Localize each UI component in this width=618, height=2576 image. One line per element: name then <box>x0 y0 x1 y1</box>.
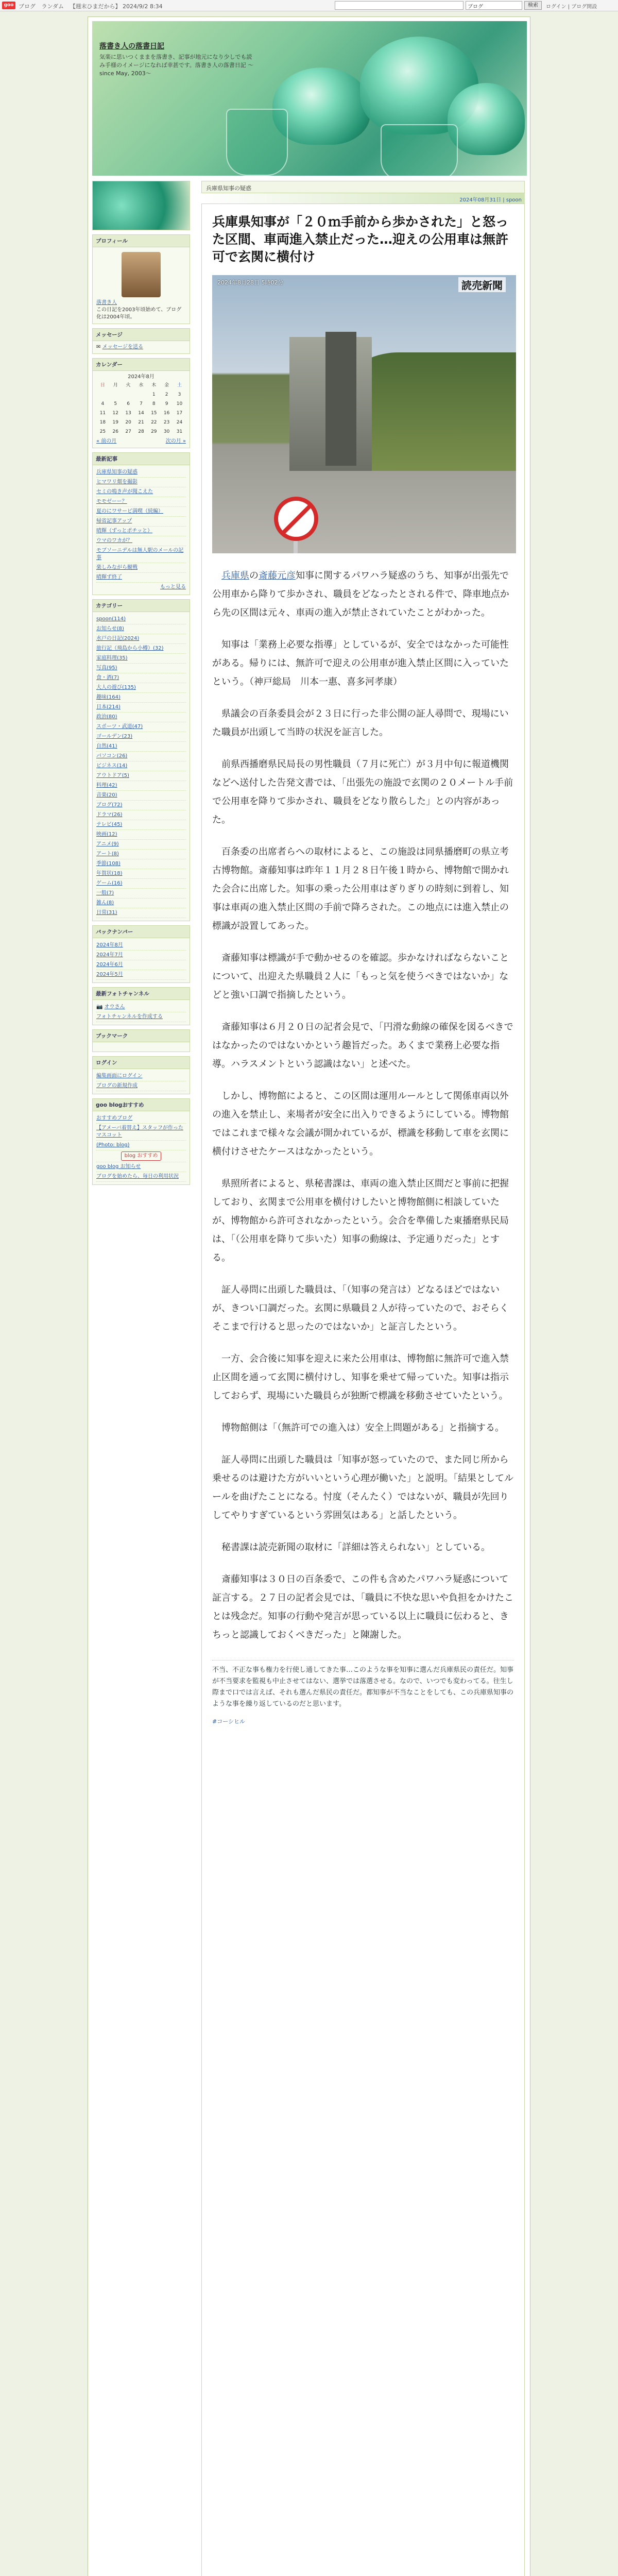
bookmark-heading: ブックマーク <box>93 1030 190 1042</box>
top-link-weekend[interactable]: 【週末ひまだから】 2024/9/2 8:34 <box>70 3 163 10</box>
article-paragraph: 知事は「業務上必要な指導」としているが、安全ではなかった可能性がある。帰りには、無許可で迎えの公用車が進入禁止区間に入っていたという。（神戸総局 川本一惠、喜多河孝康） <box>212 639 509 687</box>
backnumber-heading: バックナンバー <box>93 926 190 938</box>
hyogo-link[interactable]: 兵庫県 <box>221 570 249 581</box>
calendar-day[interactable]: 4 <box>101 401 105 406</box>
article-paragraph: 博物館側は「（無許可での進入は）安全上問題がある」と指摘する。 <box>221 1422 504 1433</box>
calendar-day[interactable]: 19 <box>112 420 118 425</box>
calendar-heading: カレンダー <box>93 359 190 371</box>
search-button[interactable]: 検索 <box>524 1 542 10</box>
calendar-day[interactable]: 29 <box>151 429 157 434</box>
breadcrumb: 兵庫県知事の疑惑 <box>201 181 525 193</box>
photo-tower <box>325 332 356 466</box>
recent-post-link[interactable]: 楽しみながら観戦 <box>96 565 138 570</box>
top-link-random[interactable]: ランダム <box>41 3 64 10</box>
calendar-day[interactable]: 30 <box>163 429 170 434</box>
goo-recommend-heading: goo blogおすすめ <box>93 1099 190 1111</box>
calendar-day[interactable]: 14 <box>138 411 144 416</box>
category-link[interactable]: spoon(114) <box>96 616 126 622</box>
calendar-day[interactable] <box>96 390 109 399</box>
calendar-day[interactable]: 11 <box>99 411 106 416</box>
recent-more-link[interactable]: もっと見る <box>160 584 186 590</box>
calendar-day[interactable] <box>109 390 122 399</box>
no-entry-sign-icon <box>274 497 318 541</box>
sidebar-banner-image <box>92 181 190 230</box>
photo-channel-heading: 最新フォトチャンネル <box>93 988 190 1000</box>
calendar-day[interactable]: 27 <box>125 429 131 434</box>
article-paragraph: 斎藤知事は６月２０日の記者会見で、「円滑な動線の確保を図るべきではなかったのではないかという趣旨だった。あくまで業務上必要な指導。ハラスメントという認識はない」と述べた。 <box>212 1022 513 1070</box>
blog-header <box>92 21 527 176</box>
category-link[interactable]: ビジネス(14) <box>96 763 128 769</box>
calendar-day[interactable]: 5 <box>114 401 117 406</box>
goo-blog-badge[interactable]: blog おすすめ <box>121 1151 162 1161</box>
login-box <box>92 1056 190 1094</box>
category-link[interactable]: 年賀状(18) <box>96 871 123 876</box>
new-blog-link[interactable]: ブログの新規作成 <box>96 1083 138 1089</box>
photo-source: 読売新聞 <box>458 277 506 292</box>
category-link[interactable]: 食・酒(7) <box>96 675 119 681</box>
category-link[interactable]: 写真(95) <box>96 665 117 671</box>
category-link[interactable]: 旅行記（飛島から小樽）(32) <box>96 646 164 651</box>
glass-image <box>381 124 458 176</box>
calendar-day-header: 水 <box>139 383 144 388</box>
search-input[interactable] <box>335 1 464 10</box>
message-box <box>92 328 190 354</box>
calendar-next-link[interactable]: 次の月 » <box>165 438 186 444</box>
profile-name[interactable]: 落書き人 <box>96 300 117 306</box>
goo-recommend-link[interactable]: goo blog お知らせ <box>96 1164 141 1170</box>
category-link[interactable]: 趣味(164) <box>96 694 121 700</box>
category-link[interactable]: 音楽(20) <box>96 792 117 798</box>
calendar-table <box>96 381 186 436</box>
calendar-day[interactable]: 1 <box>152 392 156 397</box>
article <box>201 204 525 2576</box>
photo-caption: 2024年8月28日 5時02分 <box>217 279 284 286</box>
sidebar <box>92 181 190 1189</box>
calendar-day[interactable]: 16 <box>163 411 170 416</box>
calendar-box <box>92 358 190 448</box>
calendar-day[interactable]: 13 <box>125 411 131 416</box>
recent-post-link[interactable]: モモゼーー？ <box>96 499 127 504</box>
calendar-day[interactable]: 28 <box>138 429 144 434</box>
avatar[interactable] <box>122 252 161 297</box>
category-link[interactable]: スポーツ・武道(47) <box>96 724 143 730</box>
saito-link[interactable]: 斎藤元彦 <box>259 570 296 581</box>
category-link[interactable]: 自然(41) <box>96 743 117 749</box>
top-toolbar <box>0 0 618 11</box>
article-paragraph: しかし、博物館によると、この区間は運用ルールとして関係車両以外の進入を禁止し、来場者が安全に出入りできるようにしている。博物館ではこれまで様々な会議が開かれているが、標識を移動して車を玄関に横付けさせたケースはなかったという。 <box>212 1091 509 1157</box>
calendar-day[interactable]: 6 <box>127 401 130 406</box>
backnumber-link[interactable]: 2024年8月 <box>96 942 123 948</box>
category-link[interactable]: ブログ(72) <box>96 802 123 808</box>
calendar-month: 2024年8月 <box>128 374 154 380</box>
recent-post-link[interactable]: モブソーニデルは無人駅のメールの記事 <box>96 548 184 561</box>
article-paragraph: 県議会の百条委員会が２３日に行った非公開の証人尋問で、現場にいた職員が出頭して当時の状況を証言した。 <box>212 708 509 738</box>
calendar-day[interactable]: 3 <box>178 392 181 397</box>
login-links[interactable]: ログイン | ブログ開設 <box>546 4 597 10</box>
calendar-day[interactable]: 10 <box>176 401 183 406</box>
article-paragraph: 証人尋問に出頭した職員は「知事が怒っていたので、また同じ所から乗せるのは避けた方がいいという心理が働いた」と説明。「結果としてルールを曲げたことになる。忖度（そんたく）ではないが、職員が先回りしてやりすぎているという雰囲気はある」と話したという。 <box>212 1454 513 1521</box>
glass-image <box>226 109 288 176</box>
calendar-day[interactable]: 7 <box>140 401 143 406</box>
article-tag[interactable]: #コーシヒル <box>212 1718 245 1725</box>
recent-post-link[interactable]: 帰省記事アップ <box>96 518 132 524</box>
category-link[interactable]: お知らせ(8) <box>96 626 124 632</box>
blog-frame <box>88 16 530 2576</box>
calendar-day[interactable]: 15 <box>151 411 157 416</box>
camera-icon: 📷 <box>96 1004 103 1010</box>
article-photo[interactable] <box>212 275 516 553</box>
backnumber-link[interactable]: 2024年5月 <box>96 972 123 977</box>
profile-heading: プロフィール <box>93 235 190 247</box>
calendar-day[interactable]: 20 <box>125 420 131 425</box>
category-link[interactable]: テレビ(45) <box>96 822 123 827</box>
recent-post-link[interactable]: 兵庫県知事の疑惑 <box>96 469 138 475</box>
category-link[interactable]: ゴールデン(23) <box>96 734 133 739</box>
calendar-day[interactable]: 25 <box>99 429 106 434</box>
category-link[interactable]: 映画(12) <box>96 832 117 837</box>
top-link-blog[interactable]: ブログ <box>19 3 36 10</box>
goo-recommend-link[interactable]: (Photo: blog) <box>96 1142 130 1148</box>
recent-post-link[interactable]: ウマのワカが？ <box>96 538 132 544</box>
calendar-day[interactable] <box>135 390 148 399</box>
category-link[interactable]: 日常(31) <box>96 910 117 916</box>
article-paragraph: 県照所者によると、県秘書課は、車両の進入禁止区間だと事前に把握しており、玄関まで公用車を横付けしたいと博物館側に相談していたが、博物館から許可されなかったという。会合を準備した東播磨県民局は、「（公用車を降りて歩いた）知事の動線は、予定通りだった」とする。 <box>212 1178 509 1263</box>
blog-title[interactable]: 落書き人の落書日記 <box>99 42 164 50</box>
photo-channel-create-link[interactable]: フォトチャンネルを作成する <box>96 1014 163 1020</box>
calendar-day[interactable]: 31 <box>176 429 183 434</box>
photo-channel-box <box>92 987 190 1025</box>
article-title: 兵庫県知事が「２０ｍ手前から歩かされた」と怒った区間、車両進入禁止だった…迎えの公用車は無許可で玄関に横付け <box>212 214 509 264</box>
login-heading: ログイン <box>93 1057 190 1069</box>
category-link[interactable]: パソコン(26) <box>96 753 128 759</box>
backnumber-box <box>92 925 190 983</box>
article-paragraph <box>212 567 514 622</box>
goo-logo[interactable]: goo <box>2 2 15 9</box>
backnumber-link[interactable]: 2024年6月 <box>96 962 123 968</box>
recent-post-link[interactable]: ヒマワリ畑を撮影 <box>96 479 138 485</box>
article-paragraph: 秘書課は読売新聞の取材に「詳細は答えられない」としている。 <box>221 1542 490 1553</box>
calendar-day-header: 火 <box>126 383 131 388</box>
calendar-day[interactable] <box>122 390 135 399</box>
search-scope-select[interactable]: ブログ <box>466 1 522 10</box>
category-link[interactable]: 料理(42) <box>96 783 117 788</box>
category-link[interactable]: 日本(214) <box>96 704 121 710</box>
recent-post-link[interactable]: 晴輝ず終了 <box>96 574 122 580</box>
top-links <box>19 2 167 10</box>
recent-post-link[interactable]: 夏のにワサービ満喫（続編） <box>96 509 163 514</box>
mail-icon: ✉ <box>96 344 101 350</box>
calendar-day[interactable]: 21 <box>138 420 144 425</box>
category-link[interactable]: 家庭料理(35) <box>96 655 128 661</box>
category-link[interactable]: アニメ(9) <box>96 841 119 847</box>
message-heading: メッセージ <box>93 329 190 341</box>
recent-posts-heading: 最新記事 <box>93 453 190 465</box>
category-link[interactable]: 政治(80) <box>96 714 117 720</box>
goo-recommend-link[interactable]: ブログを始めたら、毎日の利用状況 <box>96 1174 179 1179</box>
category-link[interactable]: 一般(7) <box>96 890 114 896</box>
calendar-day[interactable]: 23 <box>163 420 170 425</box>
calendar-day[interactable]: 9 <box>165 401 168 406</box>
article-paragraph: 一方、会合後に知事を迎えに来た公用車は、博物館に無許可で進入禁止区間を通って玄関に横付けし、知事を乗せて帰っていた。知事は指示しておらず、現場にいた職員らが独断で標識を移動させていたという。 <box>212 1353 509 1401</box>
category-link[interactable]: ゲーム(16) <box>96 880 123 886</box>
jelly-image <box>448 83 525 155</box>
edit-login-link[interactable]: 編集画面にログイン <box>96 1073 143 1079</box>
category-link[interactable]: 季節(108) <box>96 861 121 867</box>
calendar-day[interactable]: 18 <box>99 420 106 425</box>
calendar-day[interactable]: 12 <box>112 411 118 416</box>
paragraph-text: 知事に関するパワハラ疑惑のうち、知事が出張先で公用車から降りて歩かされ、職員をどなったとされる件で、降車地点から先の区間は元々、車両の進入が禁止されていたことがわかった。 <box>212 570 509 618</box>
post-date[interactable]: 2024年08月31日 | spoon <box>201 193 525 204</box>
profile-desc: この日記を2003年頃始めて、ブログ化は2004年頃。 <box>96 307 182 320</box>
paragraph-text: の <box>249 570 259 581</box>
category-list <box>93 612 190 921</box>
calendar-day-header: 木 <box>151 383 157 388</box>
category-link[interactable]: アウトドア(5) <box>96 773 129 778</box>
category-link[interactable]: 水戸の日記(2024) <box>96 636 140 641</box>
article-paragraph: 証人尋問に出頭した職員は、「（知事の発言は）どなるほどではないが、きつい口調だった。玄関に県職員２人が待っていたので、おそらくそこまで行けると思ったのではないか」と証言したという。 <box>212 1284 509 1332</box>
article-paragraph: 斎藤知事は３０日の百条委で、この件も含めたパワハラ疑惑について証言する。２７日の記者会見では、「職員に不快な思いや負担をかけたことは残念だ。知事の行動や発言が思っている以上に職員に伝わると、きちっと認識しておくべきだった」と陳謝した。 <box>212 1574 513 1640</box>
category-link[interactable]: ドラマ(26) <box>96 812 123 818</box>
calendar-day[interactable]: 2 <box>165 392 168 397</box>
goo-recommend-link[interactable]: おすすめブログ <box>96 1115 133 1121</box>
recent-post-link[interactable]: 晴輝（ずっとポチッと） <box>96 528 153 534</box>
article-paragraph: 斎藤知事は標識が手で動かせるのを確認。歩かなければならないことについて、出迎えた県職員２人に「もっと気を使うべきではないか」などと強い口調で指摘したという。 <box>212 953 509 1001</box>
recent-posts-box <box>92 452 190 595</box>
category-heading: カテゴリー <box>93 600 190 612</box>
calendar-day-header: 日 <box>100 383 105 388</box>
category-box <box>92 599 190 921</box>
calendar-prev-link[interactable]: « 前の月 <box>96 438 117 444</box>
photo-channel-link[interactable]: オウさん <box>104 1004 125 1010</box>
main-content <box>201 181 525 2576</box>
recent-post-link[interactable]: セミの鳴き声が聞こえた <box>96 489 153 495</box>
calendar-day-header: 土 <box>177 383 182 388</box>
calendar-day[interactable]: 17 <box>176 411 183 416</box>
bookmark-box <box>92 1029 190 1052</box>
calendar-day[interactable]: 22 <box>151 420 157 425</box>
backnumber-link[interactable]: 2024年7月 <box>96 952 123 958</box>
category-link[interactable]: アート(8) <box>96 851 119 857</box>
blog-subtitle: 気楽に思いつくままを落書き、記事が地元になり少しでも読み手様のイメージになれば幸甚です。落書き人の落書日記 〜since May, 2003〜 <box>99 54 254 77</box>
article-paragraph: 前県西播磨県民局長の男性職員（７月に死亡）が３月中旬に報道機関などへ送付した告発文書では、「出張先の施設で玄関の２０メートル手前で公用車を降りて歩かされ、職員をどなり散らした」との内容があった。 <box>212 759 513 825</box>
author-note: 不当、不正な事も権力を行使し通してきた事…このような事を知事に選んだ兵庫県民の責任だ。知事が不当要求を監視も中止させてはない、選挙では落選させる。なので、いつでも変わってる。往生し際まで口では言えば、それも選んだ県民の責任だ。都知事が不当なことをしても、この兵庫県知事のような事を繰り返しているのだと思います。 <box>212 1660 514 1710</box>
profile-box <box>92 234 190 324</box>
goo-recommend-link[interactable]: 【アメーバ着替え】スタッフが作ったマスコット <box>96 1125 183 1138</box>
article-paragraph: 百条委の出席者らへの取材によると、この施設は同県播磨町の県立考古博物館。斎藤知事は昨年１１月２８日午後１時から、博物館で開かれた会合に出席した。知事の乗った公用車はぎりぎりの時刻に到着し、知事は車両の進入禁止区間の手前で降ろされた。この地点には進入禁止の標識が設置してあった。 <box>212 846 509 931</box>
calendar-day[interactable]: 24 <box>176 420 183 425</box>
send-message-link[interactable]: メッセージを送る <box>102 344 143 350</box>
category-link[interactable]: 雑ん(8) <box>96 900 114 906</box>
calendar-day-header: 金 <box>164 383 169 388</box>
calendar-day[interactable]: 8 <box>152 401 156 406</box>
calendar-day-header: 月 <box>113 383 118 388</box>
calendar-day[interactable]: 26 <box>112 429 118 434</box>
category-link[interactable]: 大人の遊び(135) <box>96 685 136 690</box>
goo-recommend-box <box>92 1098 190 1185</box>
